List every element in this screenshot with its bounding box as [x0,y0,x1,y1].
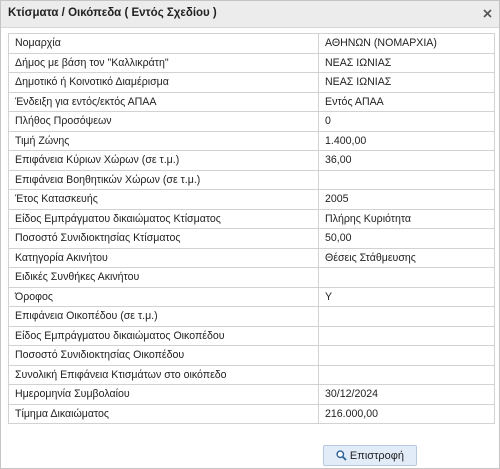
dialog-title: Κτίσματα / Οικόπεδα ( Εντός Σχεδίου ) [8,7,217,19]
table-row [9,131,495,151]
table-row [9,151,495,171]
row-value: 50,00 [319,229,495,249]
table-row [9,287,495,307]
row-label: Είδος Εμπράγματου δικαιώματος Οικοπέδου [9,326,319,346]
table-row [9,326,495,346]
row-value: 36,00 [319,151,495,171]
row-label: Συνολική Επιφάνεια Κτισμάτων στο οικόπεδο [9,365,319,385]
row-label: Νομαρχία [9,34,319,54]
table-row [9,73,495,93]
dialog-titlebar [1,1,499,28]
row-label: Επιφάνεια Οικοπέδου (σε τ.μ.) [9,307,319,327]
row-value [319,170,495,190]
table-row [9,404,495,424]
table-row [9,307,495,327]
table-row [9,112,495,132]
row-label: Είδος Εμπράγματου δικαιώματος Κτίσματος [9,209,319,229]
row-label: Ημερομηνία Συμβολαίου [9,385,319,405]
table-row [9,209,495,229]
table-row [9,385,495,405]
row-value: Εντός ΑΠΑΑ [319,92,495,112]
table-row [9,34,495,54]
row-label: Όροφος [9,287,319,307]
search-icon [336,450,347,461]
row-value [319,268,495,288]
row-label: Κατηγορία Ακινήτου [9,248,319,268]
table-row [9,268,495,288]
table-row [9,53,495,73]
row-value: ΝΕΑΣ ΙΩΝΙΑΣ [319,53,495,73]
row-label: Τίμημα Δικαιώματος [9,404,319,424]
row-value: 0 [319,112,495,132]
row-value [319,307,495,327]
row-label: Ποσοστό Συνιδιοκτησίας Κτίσματος [9,229,319,249]
close-icon[interactable] [481,7,494,20]
table-row [9,248,495,268]
row-value: 216.000,00 [319,404,495,424]
row-value: 2005 [319,190,495,210]
row-value: ΑΘΗΝΩΝ (ΝΟΜΑΡΧΙΑ) [319,34,495,54]
row-label: Επιφάνεια Κύριων Χώρων (σε τ.μ.) [9,151,319,171]
row-label: Ειδικές Συνθήκες Ακινήτου [9,268,319,288]
details-table [8,33,495,424]
table-row [9,170,495,190]
back-button-label: Επιστροφή [349,449,405,462]
row-value: Πλήρης Κυριότητα [319,209,495,229]
row-value [319,365,495,385]
row-value: ΝΕΑΣ ΙΩΝΙΑΣ [319,73,495,93]
details-panel [8,33,495,424]
row-value [319,346,495,366]
row-value [319,326,495,346]
table-row [9,190,495,210]
row-label: Ποσοστό Συνιδιοκτησίας Οικοπέδου [9,346,319,366]
row-label: Επιφάνεια Βοηθητικών Χώρων (σε τ.μ.) [9,170,319,190]
row-value: Θέσεις Στάθμευσης [319,248,495,268]
row-label: Δημοτικό ή Κοινοτικό Διαμέρισμα [9,73,319,93]
row-value: 30/12/2024 [319,385,495,405]
back-button[interactable] [323,445,417,466]
table-row [9,92,495,112]
row-label: Ένδειξη για εντός/εκτός ΑΠΑΑ [9,92,319,112]
row-label: Δήμος με βάση τον "Καλλικράτη" [9,53,319,73]
row-label: Έτος Κατασκευής [9,190,319,210]
row-value: 1.400,00 [319,131,495,151]
row-label: Τιμή Ζώνης [9,131,319,151]
table-row [9,365,495,385]
row-value: Υ [319,287,495,307]
row-label: Πλήθος Προσόψεων [9,112,319,132]
table-row [9,346,495,366]
table-row [9,229,495,249]
